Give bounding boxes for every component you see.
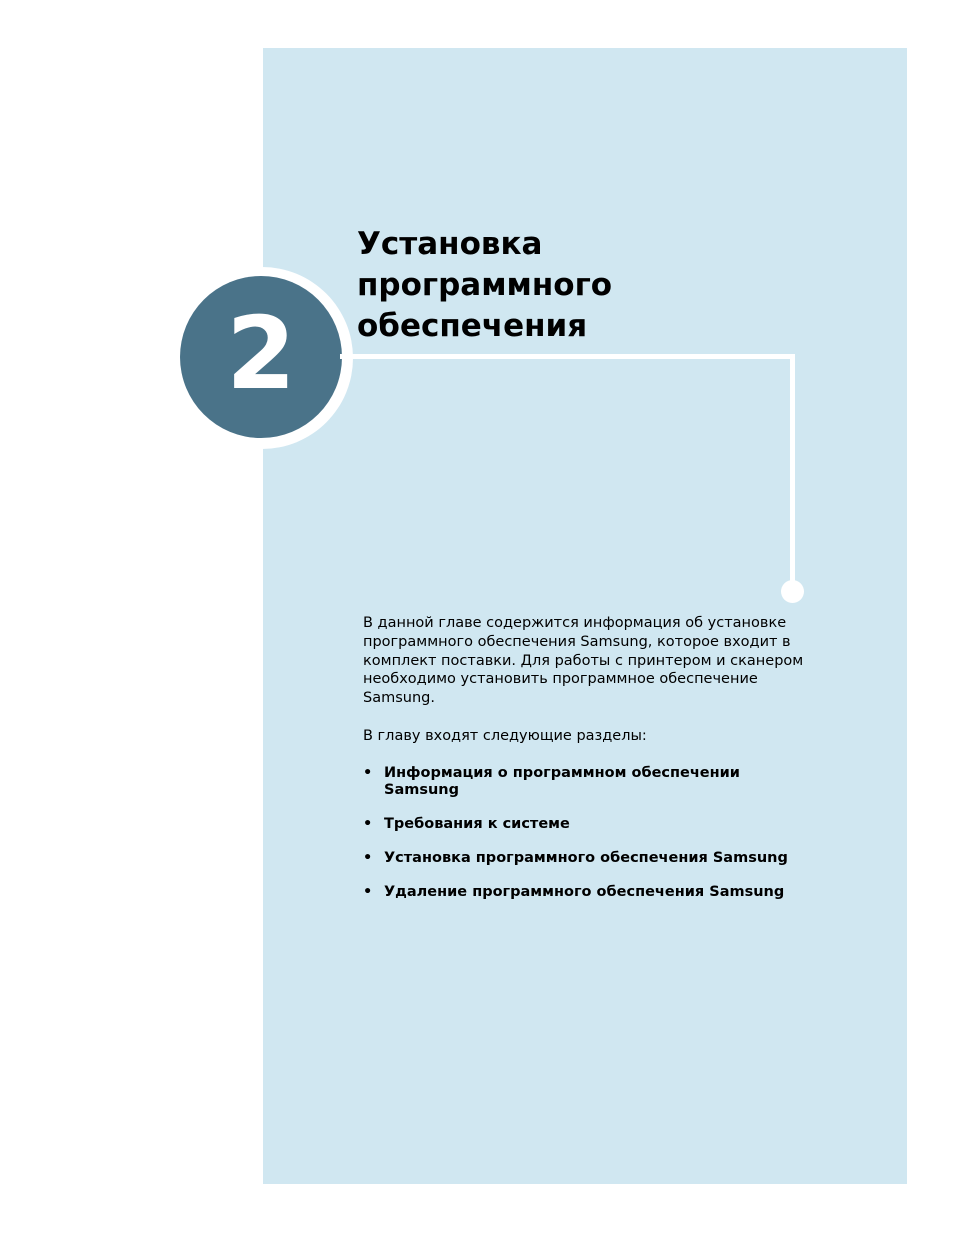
- list-item[interactable]: [363, 884, 833, 901]
- section-label-line: Информация о программном обеспечении: [384, 764, 740, 781]
- section-label: [384, 850, 833, 867]
- section-label: [384, 884, 833, 901]
- section-label-line: Samsung: [384, 781, 459, 798]
- intro-line: комплект поставки. Для работы с принтером и сканером: [363, 652, 804, 669]
- bullet-icon: •: [363, 849, 373, 866]
- sections-list: [363, 765, 833, 901]
- intro-line: В данной главе содержится информация об установке: [363, 615, 787, 631]
- sections-intro: В главу входят следующие разделы:: [363, 727, 647, 744]
- section-label: [384, 765, 833, 799]
- list-item[interactable]: [363, 765, 833, 799]
- chapter-title-line: обеспечения: [357, 308, 588, 344]
- connector-end-dot: [781, 580, 804, 603]
- intro-paragraph: [363, 614, 833, 708]
- connector-vertical-line: [790, 354, 795, 586]
- chapter-number: 2: [226, 295, 296, 412]
- list-item[interactable]: [363, 816, 833, 833]
- bullet-icon: •: [363, 764, 373, 781]
- chapter-title: [357, 224, 777, 347]
- intro-line: программного обеспечения Samsung, которое входит в: [363, 633, 791, 650]
- intro-line: Samsung.: [363, 690, 435, 707]
- chapter-title-line: Установка: [357, 226, 543, 262]
- section-label-line: Удаление программного обеспечения Samsung: [384, 883, 785, 900]
- section-label-line: Требования к системе: [384, 815, 570, 832]
- connector-horizontal-line: [340, 354, 795, 359]
- chapter-number-badge: [180, 276, 342, 438]
- section-label-line: Установка программного обеспечения Samsung: [384, 849, 788, 866]
- list-item[interactable]: [363, 850, 833, 867]
- bullet-icon: •: [363, 815, 373, 832]
- bullet-icon: •: [363, 883, 373, 900]
- chapter-content: [363, 614, 833, 918]
- intro-line: необходимо установить программное обеспечение: [363, 671, 758, 688]
- chapter-title-line: программного: [357, 267, 613, 303]
- section-label: [384, 816, 833, 833]
